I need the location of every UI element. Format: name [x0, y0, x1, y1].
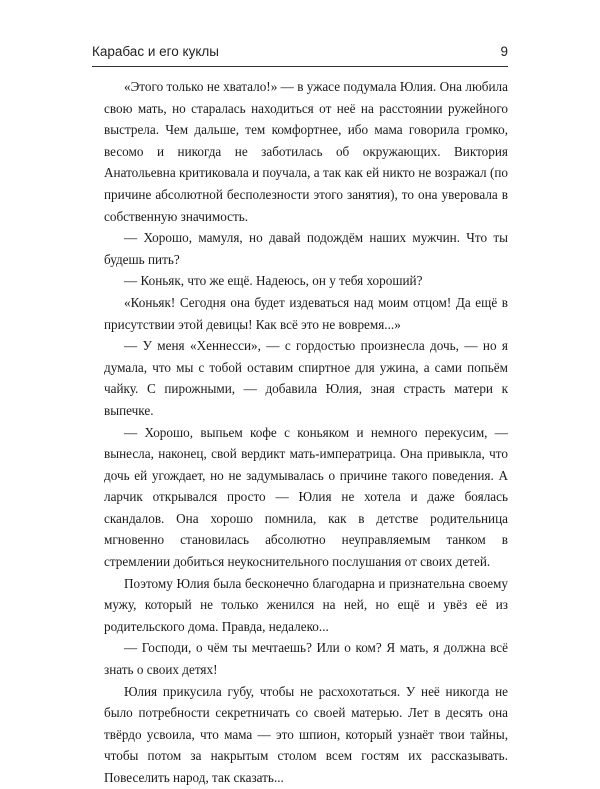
book-title: Карабас и его куклы [92, 44, 219, 59]
paragraph: — Коньяк, что же ещё. Надеюсь, он у тебя хороший? [124, 273, 423, 289]
paragraph: — Хорошо, выпьем кофе с коньяком и немного перекусим, — вынесла, наконец, свой вердикт мать-императрица. Она привыкла, что дочь ей угождает, но не задумывалась о причине такого поведения. А ларчик открывался просто — Юлия не хотела и даже боялась скандалов. Она хорошо помнила, как в детстве родительница мгновенно становилась абсолютно неуправляемым танком в стремлении добиться неукоснительного послушания от своих детей. [104, 424, 508, 570]
paragraph: Поэтому Юлия была бесконечно благодарна и признательна своему мужу, который не только женился на ней, но ещё и увёз её из родительского дома. Правда, недалеко... [104, 575, 508, 634]
paragraph: — У меня «Хеннесси», — с гордостью произнесла дочь, — но я думала, что мы с тобой оставим спиртное для ужина, а сами попьём чайку. С пирожными, — добавила Юлия, зная страсть матери к выпечке. [104, 338, 508, 418]
paragraph: Юлия прикусила губу, чтобы не расхохотаться. У неё никогда не было потребности секретничать со своей матерью. Лет в десять она твёрдо усвоила, что мама — это шпион, который узнаёт твои тайны, чтобы потом за накрытым столом всем гостям их рассказывать. Повеселить народ, так сказать... [104, 683, 508, 785]
paragraph: — Господи, о чём ты мечтаешь? Или о ком? Я мать, я должна всё знать о своих детях! [104, 640, 508, 678]
running-header [92, 44, 508, 66]
page-number: 9 [500, 44, 508, 59]
paragraph: — Хорошо, мамуля, но давай подождём наших мужчин. Что ты будешь пить? [104, 230, 508, 267]
paragraph: «Коньяк! Сегодня она будет издеваться над моим отцом! Да ещё в присутствии этой девицы! Как всё это не вовремя...» [104, 294, 508, 332]
paragraph: «Этого только не хватало!» — в ужасе подумала Юлия. Она любила свою мать, но старалась находиться от неё на расстоянии ружейного выстрела. Чем дальше, тем комфортнее, ибо мама говорила громко, весомо и никогда не заботилась об окружающих. Виктория Анатольевна критиковала и поучала, а так как ей никто не возражал (по причине абсолютной бесполезности этого занятия), то она уверовала в собственную значимость. [104, 79, 508, 224]
header-rule [92, 66, 508, 67]
body-text [104, 76, 508, 789]
